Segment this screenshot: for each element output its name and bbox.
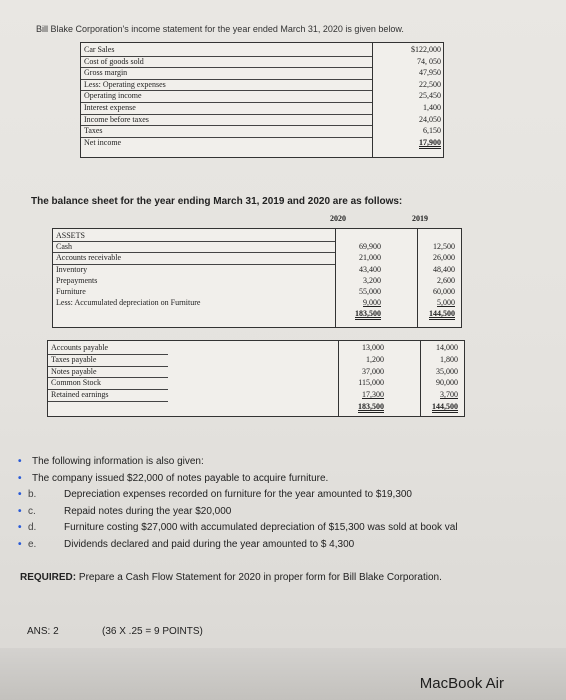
bullet-icon: •: [18, 456, 22, 467]
asset-2019-value: 5,000: [437, 298, 455, 308]
asset-label: ASSETS: [56, 231, 85, 240]
liability-2019-value: 35,000: [436, 366, 458, 376]
asset-2019-value: 144,500: [429, 309, 455, 319]
income-label: Gross margin: [84, 68, 128, 78]
income-value: 1,400: [423, 103, 441, 112]
asset-2020-value: 3,200: [363, 275, 381, 285]
item-text: Depreciation expenses recorded on furniture for the year amounted to $19,300: [64, 489, 412, 500]
item-text: Dividends declared and paid during the year amounted to $ 4,300: [64, 539, 355, 550]
item-text: Furniture costing $27,000 with accumulated depreciation of $15,300 was sold at book val: [64, 522, 458, 533]
income-label: Less: Operating expenses: [84, 79, 166, 89]
item-letter: e.: [28, 539, 37, 550]
item-letter: c.: [28, 506, 36, 517]
asset-label: Less: Accumulated depreciation on Furniture: [56, 298, 201, 308]
liability-row: [48, 390, 466, 400]
asset-2019-value: 60,000: [433, 287, 455, 296]
asset-2020-value: 21,000: [359, 253, 381, 263]
asset-label: Accounts receivable: [56, 253, 122, 263]
asset-row: [53, 231, 463, 241]
info-item: [18, 506, 231, 517]
laptop-bezel: [0, 648, 566, 700]
asset-row: [53, 253, 463, 263]
asset-2019-value: 12,500: [433, 242, 455, 252]
liability-row: [48, 378, 466, 388]
required-body: Prepare a Cash Flow Statement for 2020 in proper form for Bill Blake Corporation.: [76, 572, 442, 583]
assets-table: [52, 228, 462, 328]
balance-heading: The balance sheet for the year ending March 31, 2019 and 2020 are as follows:: [31, 196, 403, 207]
liabilities-table: [47, 340, 465, 417]
income-value: 6,150: [423, 126, 441, 136]
income-value: $122,000: [411, 45, 441, 54]
asset-row: [53, 242, 463, 252]
income-value: 25,450: [419, 91, 441, 101]
bullet-icon: •: [18, 489, 22, 500]
intro-text: Bill Blake Corporation's income statement for the year ended March 31, 2020 is given below.: [36, 24, 404, 34]
asset-label: Prepayments: [56, 275, 98, 285]
income-row: [81, 80, 445, 90]
asset-label: Cash: [56, 242, 72, 252]
bullet-icon: •: [18, 506, 22, 517]
item-text: The following information is also given:: [32, 456, 204, 467]
income-row: [81, 57, 445, 67]
asset-2019-value: 26,000: [433, 253, 455, 263]
income-label: Interest expense: [84, 103, 136, 112]
liability-label: Common Stock: [51, 378, 102, 388]
bullet-icon: •: [18, 522, 22, 533]
income-label: Cost of goods sold: [84, 56, 144, 66]
liability-label: Taxes payable: [51, 354, 97, 364]
liability-2019-value: 3,700: [440, 390, 458, 400]
year-2019-header: 2019: [412, 214, 428, 223]
info-item: [18, 456, 204, 467]
income-statement-table: [80, 42, 444, 158]
year-2020-header: 2020: [330, 214, 346, 223]
item-letter: b.: [28, 489, 37, 500]
info-item: [18, 539, 354, 550]
asset-row: [53, 265, 463, 275]
liability-row: [48, 402, 466, 412]
income-value: 47,950: [419, 68, 441, 78]
asset-label: Furniture: [56, 287, 86, 296]
liability-2020-value: 1,200: [366, 354, 384, 364]
income-row: [81, 126, 445, 136]
income-row: [81, 45, 445, 55]
income-row: [81, 91, 445, 101]
asset-label: Inventory: [56, 264, 88, 274]
asset-2020-value: 55,000: [359, 287, 381, 296]
asset-row: [53, 287, 463, 297]
income-value: 22,500: [419, 79, 441, 89]
income-label: Taxes: [84, 126, 103, 136]
points-note: (36 X .25 = 9 POINTS): [102, 626, 203, 637]
income-value: 24,050: [419, 114, 441, 124]
income-row: [81, 103, 445, 113]
liability-2019-value: 14,000: [436, 343, 458, 352]
macbook-air-logo: MacBook Air: [419, 675, 504, 692]
income-row: [81, 138, 445, 148]
liability-2020-value: 115,000: [358, 378, 384, 388]
liability-label: Notes payable: [51, 366, 97, 376]
income-row: [81, 115, 445, 125]
liability-row: [48, 343, 466, 353]
item-text: Repaid notes during the year $20,000: [64, 506, 232, 517]
item-text: The company issued $22,000 of notes payable to acquire furniture.: [32, 473, 329, 484]
income-value: 17,900: [419, 137, 441, 147]
liability-2020-value: 37,000: [362, 366, 384, 376]
income-value: 74, 050: [417, 56, 441, 66]
liability-2019-value: 1,800: [440, 354, 458, 364]
income-label: Net income: [84, 137, 122, 147]
asset-row: [53, 276, 463, 286]
info-item: [18, 489, 412, 500]
liability-2019-value: 90,000: [436, 378, 458, 388]
liability-label: Accounts payable: [51, 343, 109, 352]
income-label: Operating income: [84, 91, 142, 101]
liability-label: Retained earnings: [51, 390, 109, 400]
info-item: [18, 473, 328, 484]
income-label: Income before taxes: [84, 114, 149, 124]
asset-2020-value: 183,500: [355, 309, 381, 319]
asset-row: [53, 309, 463, 319]
info-item: [18, 522, 458, 533]
bullet-icon: •: [18, 539, 22, 550]
income-row: [81, 68, 445, 78]
asset-2020-value: 43,400: [359, 264, 381, 274]
bullet-icon: •: [18, 473, 22, 484]
required-label: REQUIRED:: [20, 572, 77, 583]
liability-2020-value: 183,500: [358, 402, 384, 411]
liability-2019-value: 144,500: [432, 402, 458, 411]
required-text: [20, 572, 442, 583]
item-letter: d.: [28, 522, 37, 533]
liability-2020-value: 17,300: [362, 390, 384, 400]
asset-2019-value: 48,400: [433, 264, 455, 274]
asset-2020-value: 69,900: [359, 242, 381, 252]
answer-label: ANS: 2: [27, 626, 59, 637]
liability-row: [48, 367, 466, 377]
liability-row: [48, 355, 466, 365]
income-label: Car Sales: [84, 45, 115, 54]
asset-2020-value: 9,000: [363, 298, 381, 308]
liability-2020-value: 13,000: [362, 343, 384, 352]
asset-row: [53, 298, 463, 308]
asset-2019-value: 2,600: [437, 275, 455, 285]
